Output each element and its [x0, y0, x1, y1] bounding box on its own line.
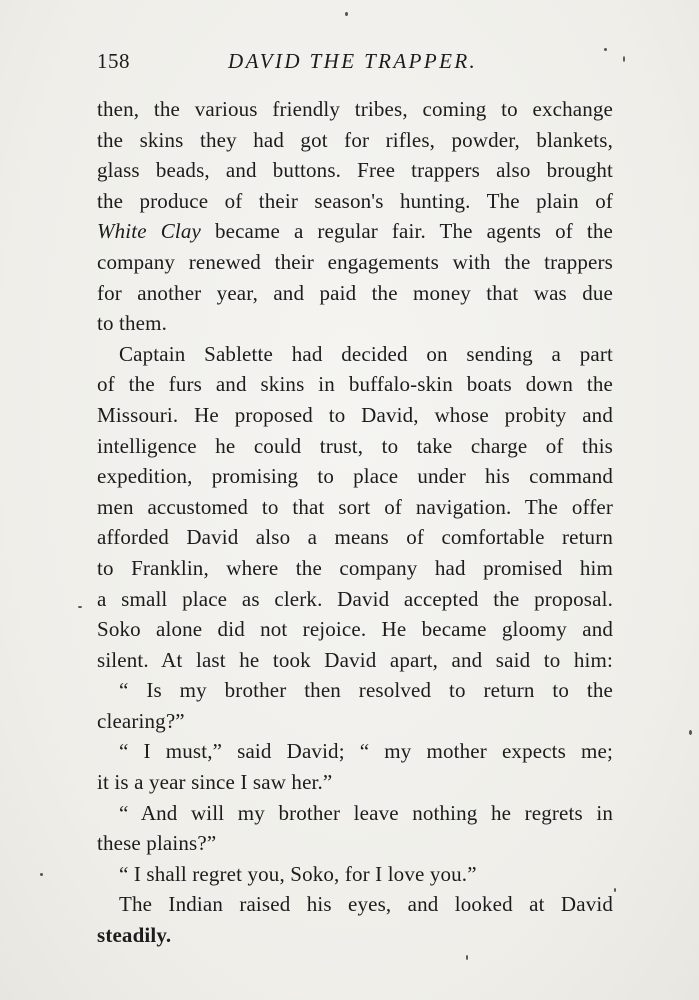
paper-speck	[604, 48, 607, 51]
paper-speck	[623, 56, 625, 62]
paper-speck	[689, 730, 692, 735]
text-line: to Franklin, where the company had promised him	[97, 555, 613, 580]
text-line: of the furs and skins in buffalo-skin boats down the	[97, 372, 613, 397]
text-line: it is a year since I saw her.”	[97, 770, 333, 795]
paper-speck	[345, 12, 348, 16]
text-line: steadily.	[97, 923, 172, 948]
text-line: these plains?”	[97, 831, 217, 856]
text-line: company renewed their engagements with the trappers	[97, 249, 613, 274]
text-line: The Indian raised his eyes, and looked at David	[119, 892, 613, 917]
text-line: “ Is my brother then resolved to return to the	[119, 678, 613, 703]
text-line: men accustomed to that sort of navigation. The offer	[97, 494, 613, 519]
text-line	[97, 216, 613, 247]
paper-speck	[614, 888, 616, 892]
text-fragment: became a regular fair. The agents of the	[200, 219, 613, 244]
paper-speck	[40, 873, 43, 876]
text-line: for another year, and paid the money that was due	[97, 280, 613, 305]
text-line: clearing?”	[97, 708, 185, 733]
text-line: Missouri. He proposed to David, whose probity and	[97, 402, 613, 427]
page-header	[97, 49, 613, 79]
text-line: Captain Sablette had decided on sending a part	[119, 341, 613, 366]
text-line: “ I shall regret you, Soko, for I love you.”	[119, 861, 477, 886]
paper-speck	[466, 955, 468, 960]
text-line: silent. At last he took David apart, and said to him:	[97, 647, 613, 672]
page-number: 158	[97, 49, 130, 73]
text-line: Soko alone did not rejoice. He became gloomy and	[97, 617, 613, 642]
text-line: intelligence he could trust, to take charge of this	[97, 433, 613, 458]
text-line: the skins they had got for rifles, powder, blankets,	[97, 127, 613, 152]
text-line: “ And will my brother leave nothing he regrets in	[119, 800, 613, 825]
italic-place-name: White Clay	[97, 219, 201, 244]
text-line: afforded David also a means of comfortable return	[97, 525, 613, 550]
text-line: a small place as clerk. David accepted the proposal.	[97, 586, 613, 611]
paper-speck	[78, 606, 82, 608]
text-line: glass beads, and buttons. Free trappers also brought	[97, 158, 613, 183]
text-line: the produce of their season's hunting. The plain of	[97, 188, 613, 213]
body-text	[97, 94, 613, 951]
text-line: expedition, promising to place under his command	[97, 464, 613, 489]
text-line: to them.	[97, 311, 168, 336]
text-line: “ I must,” said David; “ my mother expects me;	[119, 739, 613, 764]
running-head: DAVID THE TRAPPER.	[228, 49, 478, 73]
text-line: then, the various friendly tribes, coming to exchange	[97, 97, 613, 121]
